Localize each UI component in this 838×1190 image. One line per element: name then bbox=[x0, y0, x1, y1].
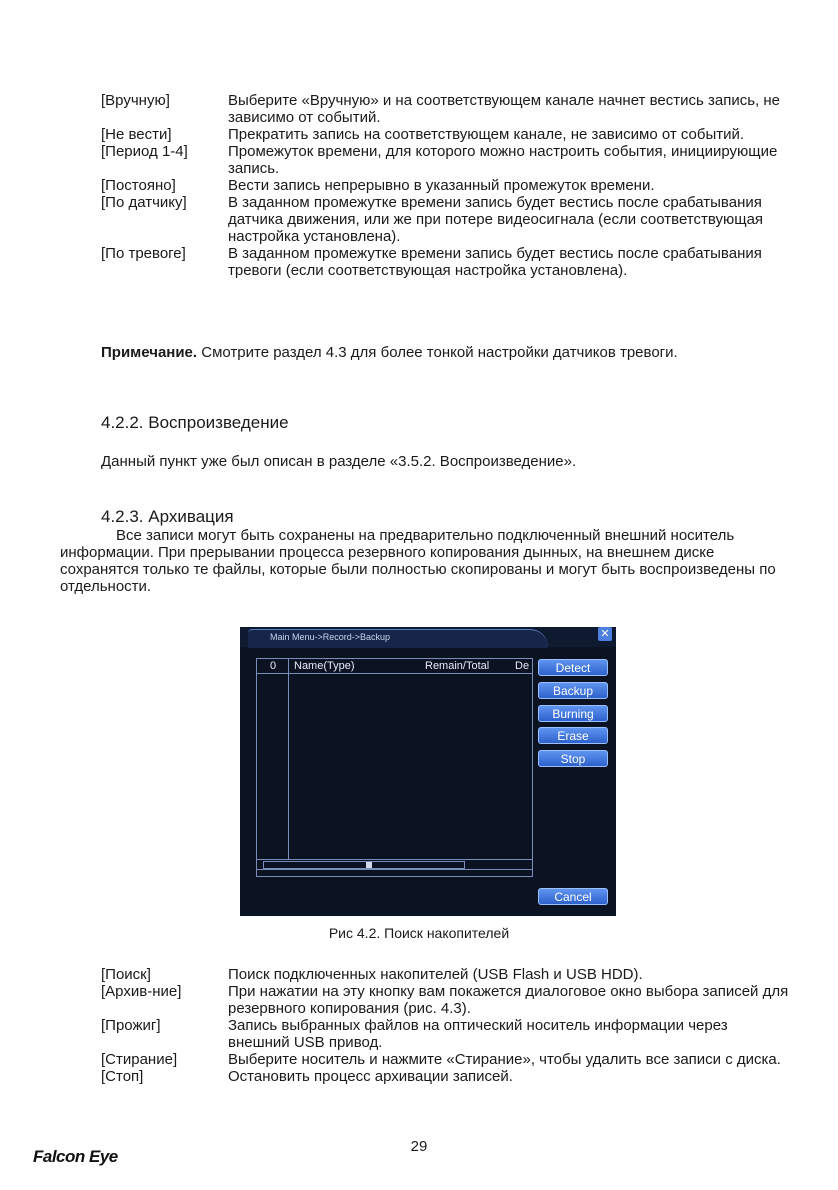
term: [По тревоге] bbox=[101, 245, 186, 262]
horizontal-scrollbar[interactable] bbox=[257, 859, 532, 870]
title-bar bbox=[240, 627, 616, 647]
definition-row bbox=[101, 1017, 791, 1051]
playback-paragraph: Данный пункт уже был описан в разделе «3.5.2. Воспроизведение». bbox=[101, 453, 577, 470]
description: В заданном промежутке времени запись будет вестись после срабатывания датчика движения, или же при потере видеосигнала (если соответствующая настройка установлена). bbox=[228, 194, 764, 245]
note-text: Смотрите раздел 4.3 для более тонкой настройки датчиков тревоги. bbox=[197, 344, 678, 361]
definition-row bbox=[101, 177, 791, 194]
definition-row bbox=[101, 1068, 791, 1085]
description: Выберите «Вручную» и на соответствующем канале начнет вестись запись, не зависимо от событий. bbox=[228, 92, 780, 126]
backup-menu-screenshot bbox=[240, 627, 616, 916]
section-heading-backup: 4.2.3. Архивация bbox=[101, 507, 234, 526]
term: [По датчику] bbox=[101, 194, 187, 211]
erase-button[interactable]: Erase bbox=[538, 727, 608, 744]
column-name-type: Name(Type) bbox=[294, 660, 355, 672]
menu-path: Main Menu->Record->Backup bbox=[270, 632, 391, 642]
column-remain-total: Remain/Total bbox=[425, 660, 490, 672]
definition-list-backup-buttons bbox=[101, 966, 791, 1085]
definition-row bbox=[101, 92, 791, 126]
description: Запись выбранных файлов на оптический носитель информации через внешний USB привод. bbox=[228, 1017, 728, 1051]
description: В заданном промежутке времени запись будет вестись после срабатывания тревоги (если соответствующая настройка установлена). bbox=[228, 245, 762, 279]
definition-row bbox=[101, 245, 791, 279]
description: При нажатии на эту кнопку вам покажется диалоговое окно выбора записей для резервного копирования (рис. 4.3). bbox=[228, 983, 789, 1017]
note-paragraph bbox=[101, 344, 801, 361]
column-divider bbox=[288, 659, 289, 859]
description: Вести запись непрерывно в указанный промежуток времени. bbox=[228, 177, 655, 194]
stop-button[interactable]: Stop bbox=[538, 750, 608, 767]
definition-row bbox=[101, 194, 791, 245]
device-list-header bbox=[257, 659, 532, 674]
term: [Стирание] bbox=[101, 1051, 178, 1068]
close-icon[interactable]: ✕ bbox=[598, 627, 612, 641]
term: [Архив-ние] bbox=[101, 983, 182, 1000]
section-heading-playback: 4.2.2. Воспроизведение bbox=[101, 413, 289, 432]
backup-paragraph: Все записи могут быть сохранены на предварительно подключенный внешний носитель информации. При прерывании процесса резервного копирования дынных, на внешнем диске сохранятся только те файлы, которые были полностью скопированы и могут быть воспроизведены по отдельности. bbox=[60, 527, 776, 595]
column-index: 0 bbox=[269, 660, 277, 672]
note-label: Примечание. bbox=[101, 344, 198, 361]
definition-row bbox=[101, 1051, 791, 1068]
definition-row bbox=[101, 966, 791, 983]
description: Поиск подключенных накопителей (USB Flash и USB HDD). bbox=[228, 966, 643, 983]
column-device: De bbox=[515, 660, 530, 672]
scrollbar-track bbox=[263, 861, 465, 869]
page-number: 29 bbox=[410, 1138, 428, 1155]
description: Промежуток времени, для которого можно настроить события, инициирующие запись. bbox=[228, 143, 778, 177]
description: Прекратить запись на соответствующем канале, не зависимо от событий. bbox=[228, 126, 745, 143]
term: [Поиск] bbox=[101, 966, 151, 983]
description: Выберите носитель и нажмите «Стирание», чтобы удалить все записи с диска. bbox=[228, 1051, 781, 1068]
definition-row bbox=[101, 143, 791, 177]
cancel-button[interactable]: Cancel bbox=[538, 888, 608, 905]
definition-row bbox=[101, 983, 791, 1017]
term: [Постояно] bbox=[101, 177, 176, 194]
definition-row bbox=[101, 126, 791, 143]
figure-caption: Рис 4.2. Поиск накопителей bbox=[328, 925, 510, 941]
backup-button[interactable]: Backup bbox=[538, 682, 608, 699]
definition-list-record-modes bbox=[101, 92, 791, 279]
description: Остановить процесс архивации записей. bbox=[228, 1068, 513, 1085]
detect-button[interactable]: Detect bbox=[538, 659, 608, 676]
term: [Стоп] bbox=[101, 1068, 144, 1085]
term: [Период 1-4] bbox=[101, 143, 188, 160]
term: [Прожиг] bbox=[101, 1017, 161, 1034]
brand-logo: Falcon Eye bbox=[33, 1147, 118, 1166]
scrollbar-thumb[interactable] bbox=[366, 862, 372, 868]
term: [Вручную] bbox=[101, 92, 170, 109]
term: [Не вести] bbox=[101, 126, 172, 143]
device-list-panel bbox=[256, 658, 533, 877]
burning-button[interactable]: Burning bbox=[538, 705, 608, 722]
